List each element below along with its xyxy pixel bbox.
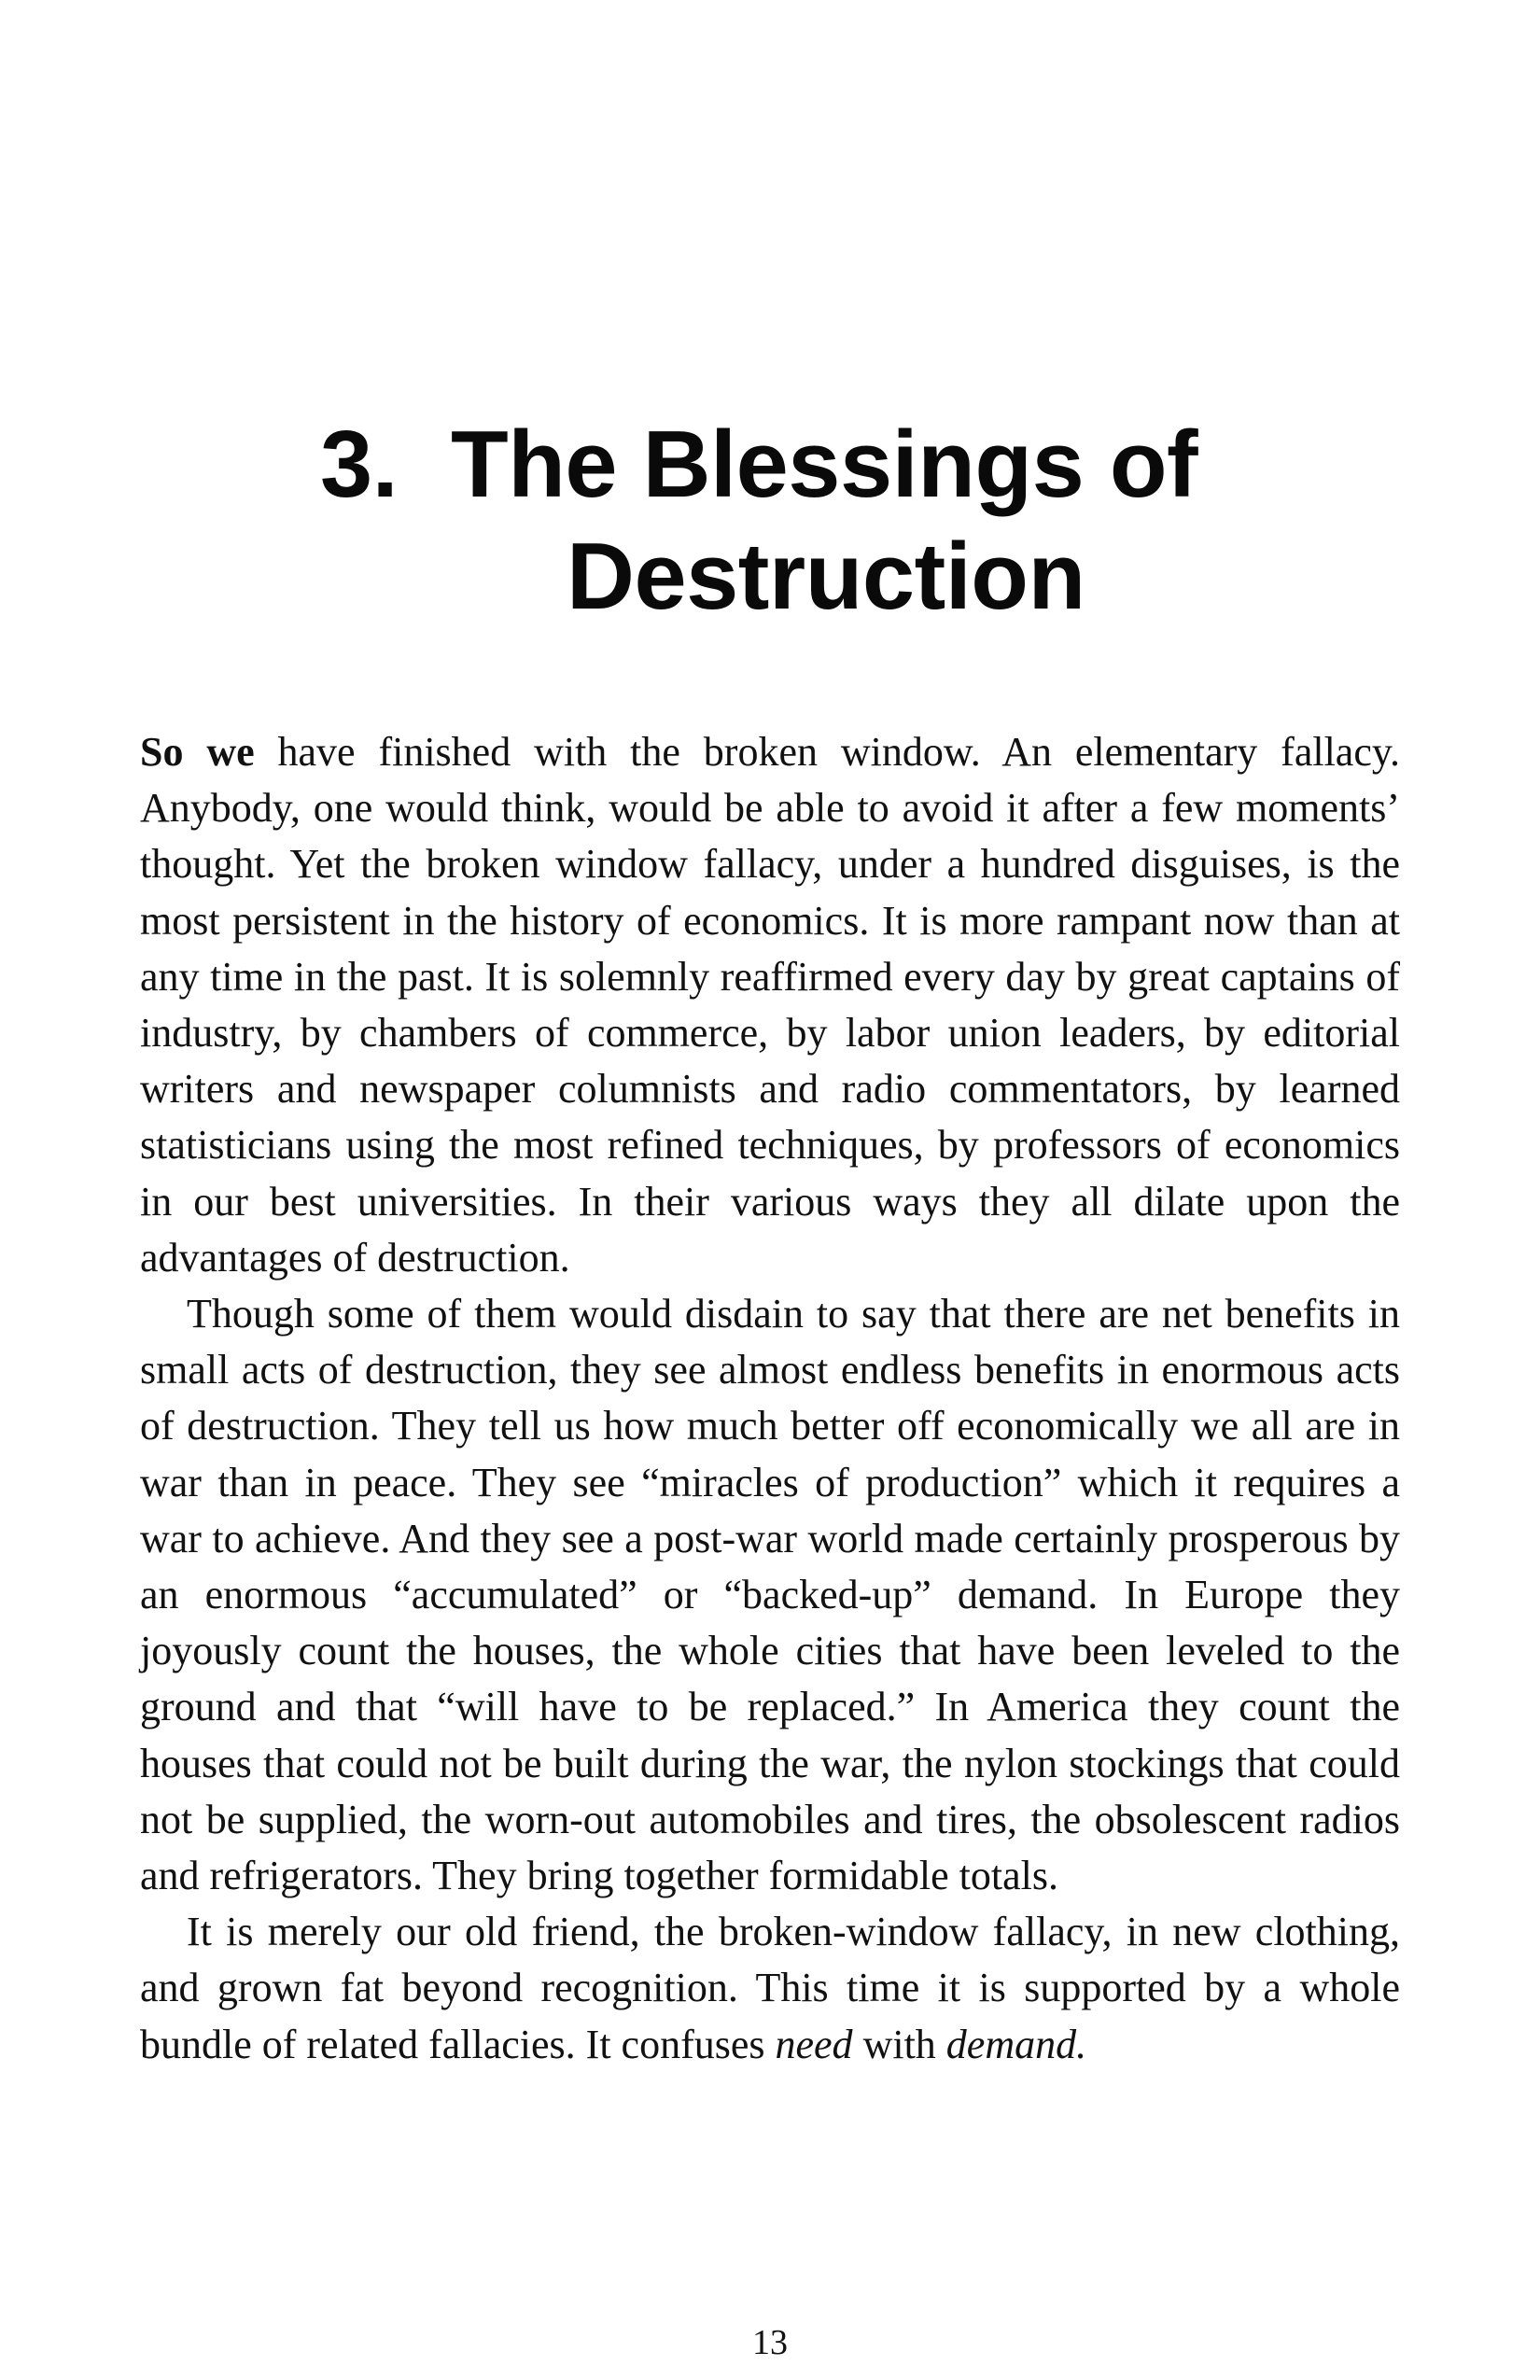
- paragraph-3: [140, 1904, 1400, 2073]
- paragraph-3-text: It is merely our old friend, the broken-window fallacy, in new clothing, and grown fat beyond recognition. This time it is supported by a whole bundle of related fallacies. It confuses: [140, 1909, 1400, 2067]
- paragraph-1: [140, 724, 1400, 1286]
- chapter-title: [140, 409, 1400, 633]
- chapter-number: 3.: [320, 413, 399, 517]
- paragraph-3-text-middle: with: [852, 2021, 946, 2067]
- body-text: [140, 724, 1400, 2073]
- paragraph-2: Though some of them would disdain to say that there are net benefits in small acts of destruction, they see almost endless benefits in enormous acts of destruction. They tell us how much better off economically we all are in war than in peace. They see “miracles of production” which it requires a war to achieve. And they see a post-war world made certainly prosperous by an enormous “accumulated” or “backed-up” demand. In Europe they joyously count the houses, the whole cities that have been leveled to the ground and that “will have to be replaced.” In America they count the houses that could not be built during the war, the nylon stockings that could not be supplied, the worn-out automobiles and tires, the obsolescent radios and refrigerators. They bring together formidable totals.: [140, 1291, 1400, 1899]
- chapter-title-line-2: Destruction: [567, 525, 1085, 629]
- page-number: 13: [752, 2323, 788, 2362]
- chapter-title-text-1: The Blessings of: [451, 413, 1198, 517]
- chapter-title-line-1: [140, 409, 1400, 521]
- emphasis-demand: demand.: [945, 2021, 1087, 2067]
- paragraph-lead-in: So we: [140, 729, 255, 775]
- emphasis-need: need: [775, 2021, 853, 2067]
- paragraph-1-text: have finished with the broken window. An elementary fallacy. Anybody, one would think, would be able to avoid it after a few moments’ thought. Yet the broken window fallacy, under a hundred disguises, is the most persistent in the history of economics. It is more rampant now than at any time in the past. It is solemnly reaffirmed every day by great captains of industry, by chambers of commerce, by labor union leaders, by editorial writers and newspaper columnists and radio commentators, by learned statisticians using the most refined techniques, by professors of economics in our best universities. In their various ways they all dilate upon the advantages of destruction.: [140, 729, 1401, 1281]
